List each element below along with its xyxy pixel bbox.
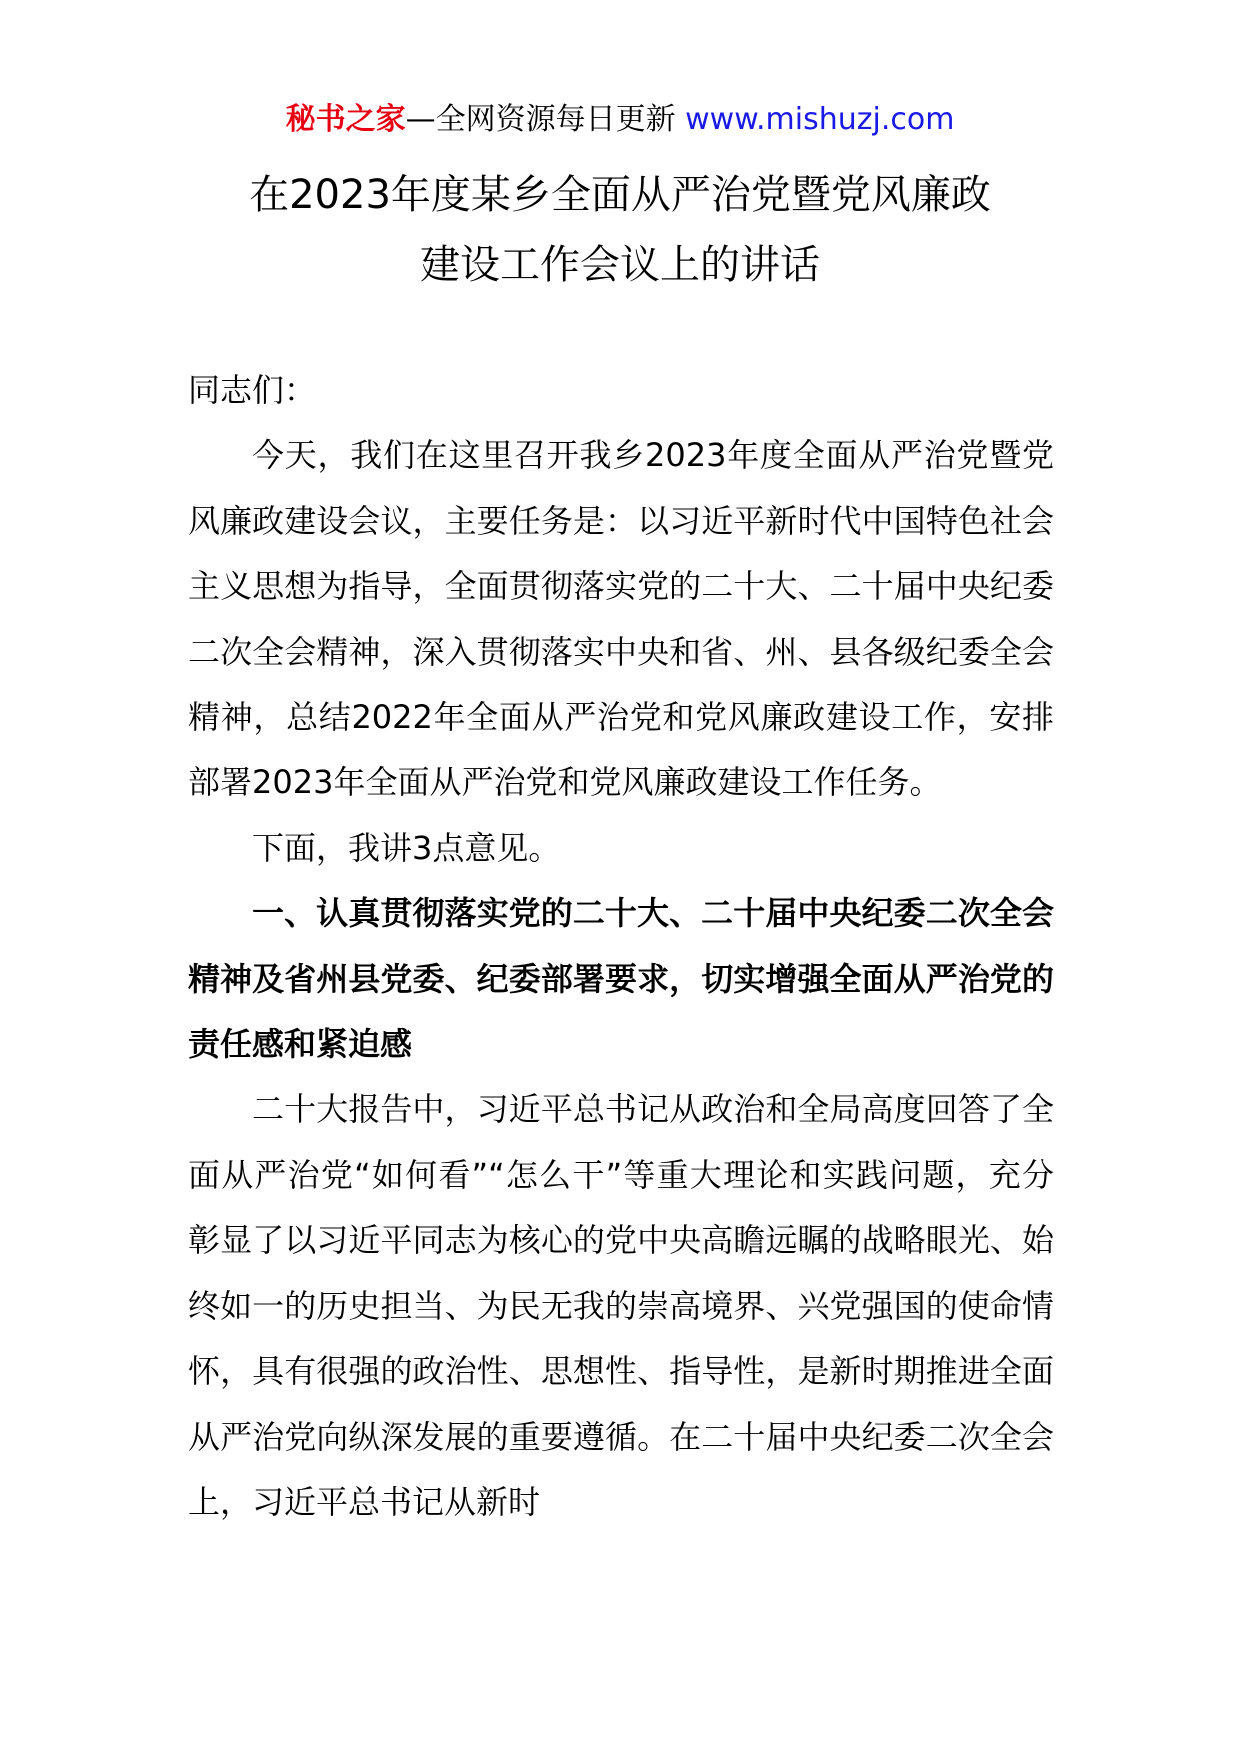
site-tagline: —全网资源每日更新 xyxy=(405,102,676,137)
paragraph-intro: 今天，我们在这里召开我乡2023年度全面从严治党暨党风廉政建设会议，主要任务是：以习近平新时代中国特色社会主义思想为指导，全面贯彻落实党的二十大、二十届中央纪委二次全会精神，深入贯彻落实中央和省、州、县各级纪委全会精神，总结2022年全面从严治党和党风廉政建设工作，安排部署2023年全面从严治党和党风廉政建设工作任务。 xyxy=(188,436,1054,802)
paragraph-outline: 下面，我讲3点意见。 xyxy=(252,828,561,867)
document-title-line-1: 在2023年度某乡全面从严治党暨党风廉政 xyxy=(249,172,991,218)
site-url-link[interactable]: www.mishuzj.com xyxy=(685,102,955,137)
site-header xyxy=(0,98,1240,142)
document-title-line-2: 建设工作会议上的讲话 xyxy=(420,242,820,288)
document-body xyxy=(188,358,1054,1535)
salutation: 同志们： xyxy=(188,371,317,409)
site-brand: 秘书之家 xyxy=(285,102,406,137)
paragraph-section-1: 二十大报告中，习近平总书记从政治和全局高度回答了全面从严治党“如何看”“怎么干”等重大理论和实践问题，充分彰显了以习近平同志为核心的党中央高瞻远瞩的战略眼光、始终如一的历史担当、为民无我的崇高境界、兴党强国的使命情怀，具有很强的政治性、思想性、指导性，是新时期推进全面从严治党向纵深发展的重要遵循。在二十届中央纪委二次全会上，习近平总书记从新时 xyxy=(188,1090,1054,1521)
section-heading-1: 一、认真贯彻落实党的二十大、二十届中央纪委二次全会精神及省州县党委、纪委部署要求，切实增强全面从严治党的责任感和紧迫感 xyxy=(188,894,1054,1064)
document-title xyxy=(150,160,1090,300)
